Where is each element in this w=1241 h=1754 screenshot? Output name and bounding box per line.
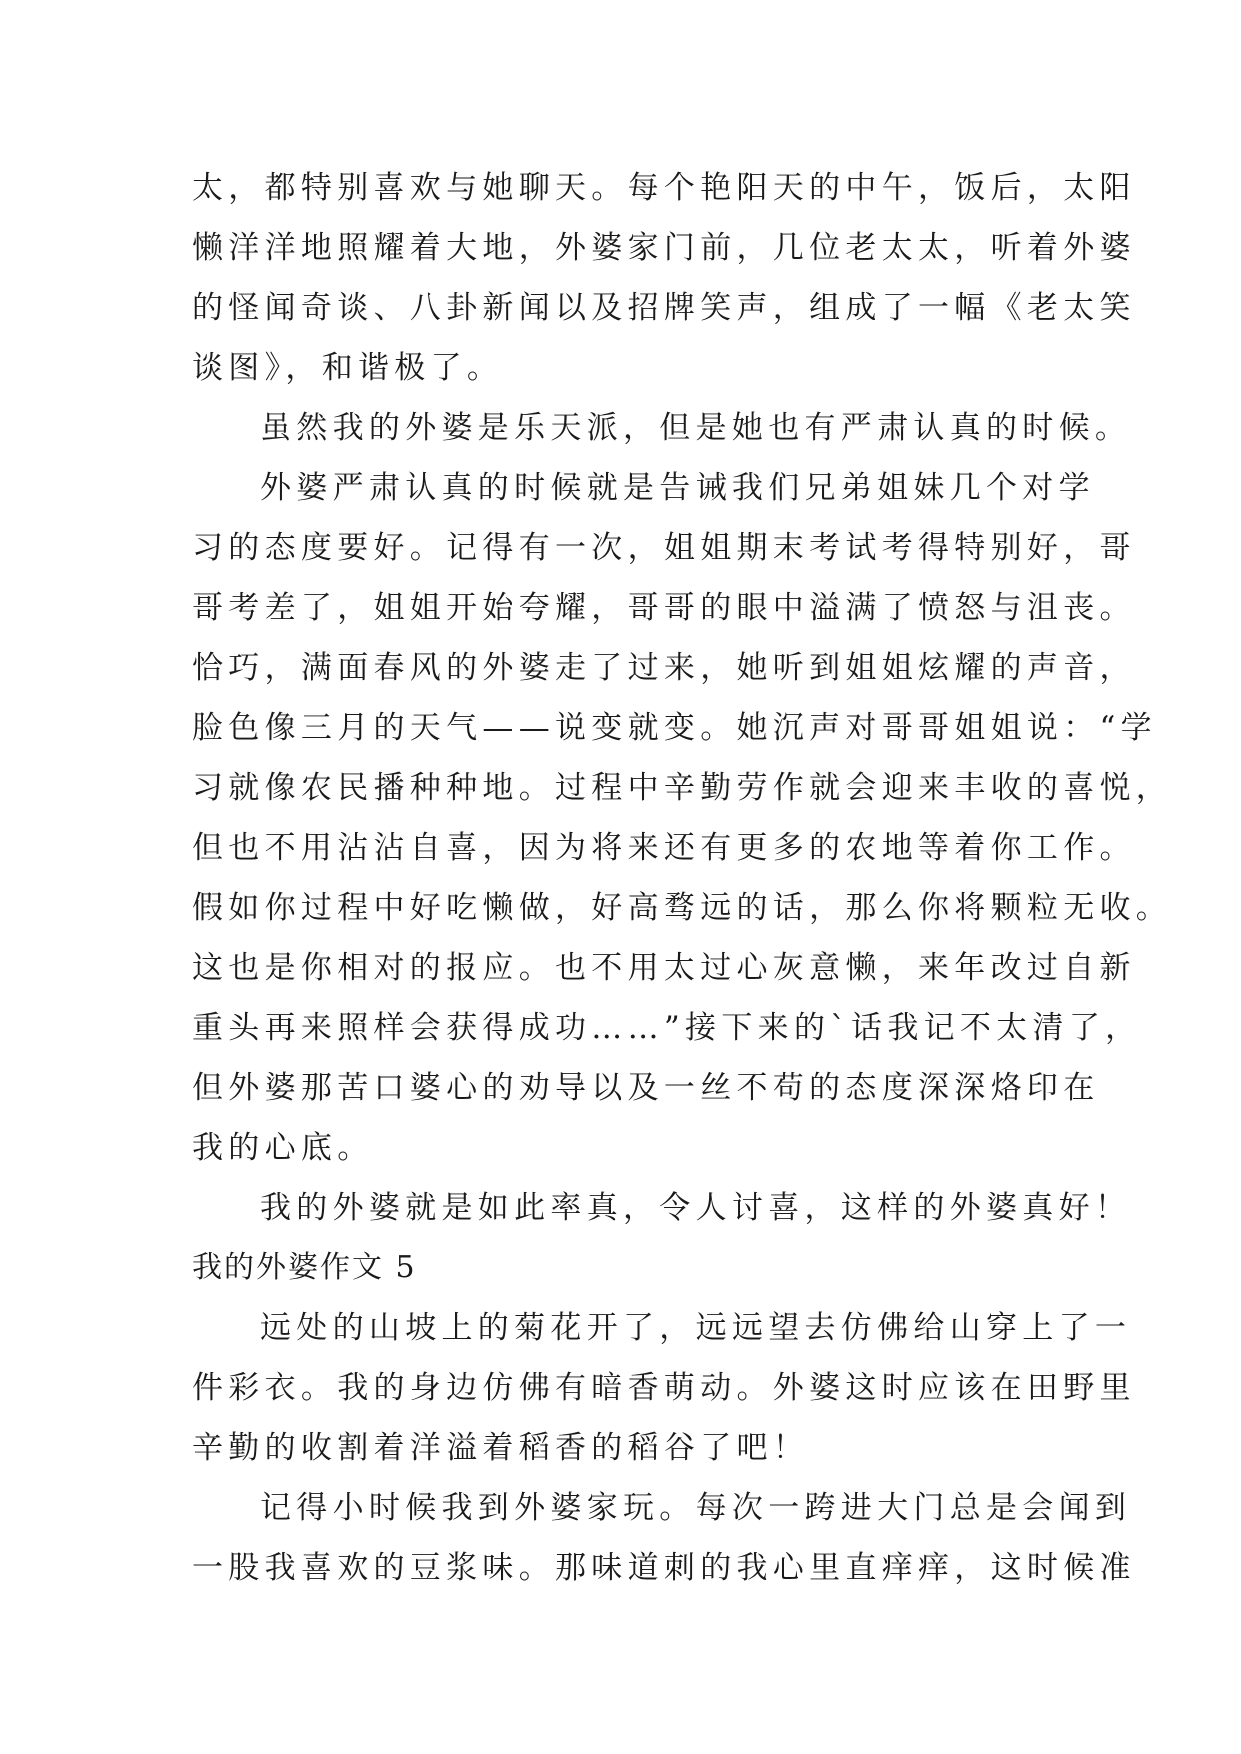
text-line: 习的态度要好。记得有一次，姐姐期末考试考得特别好，哥: [192, 530, 1136, 566]
text-line: 辛勤的收割着洋溢着稻香的稻谷了吧！: [192, 1430, 810, 1466]
text-line: 但也不用沾沾自喜，因为将来还有更多的农地等着你工作。: [192, 830, 1136, 866]
text-line: 但外婆那苦口婆心的劝导以及一丝不苟的态度深深烙印在: [192, 1070, 1100, 1106]
text-line: 重头再来照样会获得成功……”接下来的`话我记不太清了，: [192, 1010, 1142, 1046]
text-line: 懒洋洋地照耀着大地，外婆家门前，几位老太太，听着外婆: [192, 230, 1136, 266]
text-line: 虽然我的外婆是乐天派，但是她也有严肃认真的时候。: [260, 410, 1132, 446]
text-line: 的怪闻奇谈、八卦新闻以及招牌笑声，组成了一幅《老太笑: [192, 290, 1136, 326]
text-line: 恰巧，满面春风的外婆走了过来，她听到姐姐炫耀的声音，: [192, 650, 1136, 686]
text-line: 假如你过程中好吃懒做，好高骛远的话，那么你将颗粒无收。: [192, 890, 1173, 926]
text-line: 件彩衣。我的身边仿佛有暗香萌动。外婆这时应该在田野里: [192, 1370, 1136, 1406]
text-line: 脸色像三月的天气——说变就变。她沉声对哥哥姐姐说：“学: [192, 710, 1157, 746]
text-line: 太，都特别喜欢与她聊天。每个艳阳天的中午，饭后，太阳: [192, 170, 1136, 206]
text-line: 外婆严肃认真的时候就是告诫我们兄弟姐妹几个对学: [260, 470, 1095, 506]
text-line: 远处的山坡上的菊花开了，远远望去仿佛给山穿上了一: [260, 1310, 1132, 1346]
text-line: 哥考差了，姐姐开始夸耀，哥哥的眼中溢满了愤怒与沮丧。: [192, 590, 1136, 626]
text-line: 谈图》，和谐极了。: [192, 350, 504, 386]
text-line: 一股我喜欢的豆浆味。那味道刺的我心里直痒痒，这时候准: [192, 1550, 1136, 1586]
text-line: 我的心底。: [192, 1130, 374, 1166]
essay-body: [192, 158, 1173, 1598]
text-line: 我的外婆就是如此率真，令人讨喜，这样的外婆真好！: [260, 1190, 1132, 1226]
text-line: 习就像农民播种种地。过程中辛勤劳作就会迎来丰收的喜悦，: [192, 770, 1173, 806]
text-line: 这也是你相对的报应。也不用太过心灰意懒，来年改过自新: [192, 950, 1136, 986]
text-line: 记得小时候我到外婆家玩。每次一跨进大门总是会闻到: [260, 1490, 1132, 1526]
section-heading: 我的外婆作文 5: [192, 1250, 417, 1285]
